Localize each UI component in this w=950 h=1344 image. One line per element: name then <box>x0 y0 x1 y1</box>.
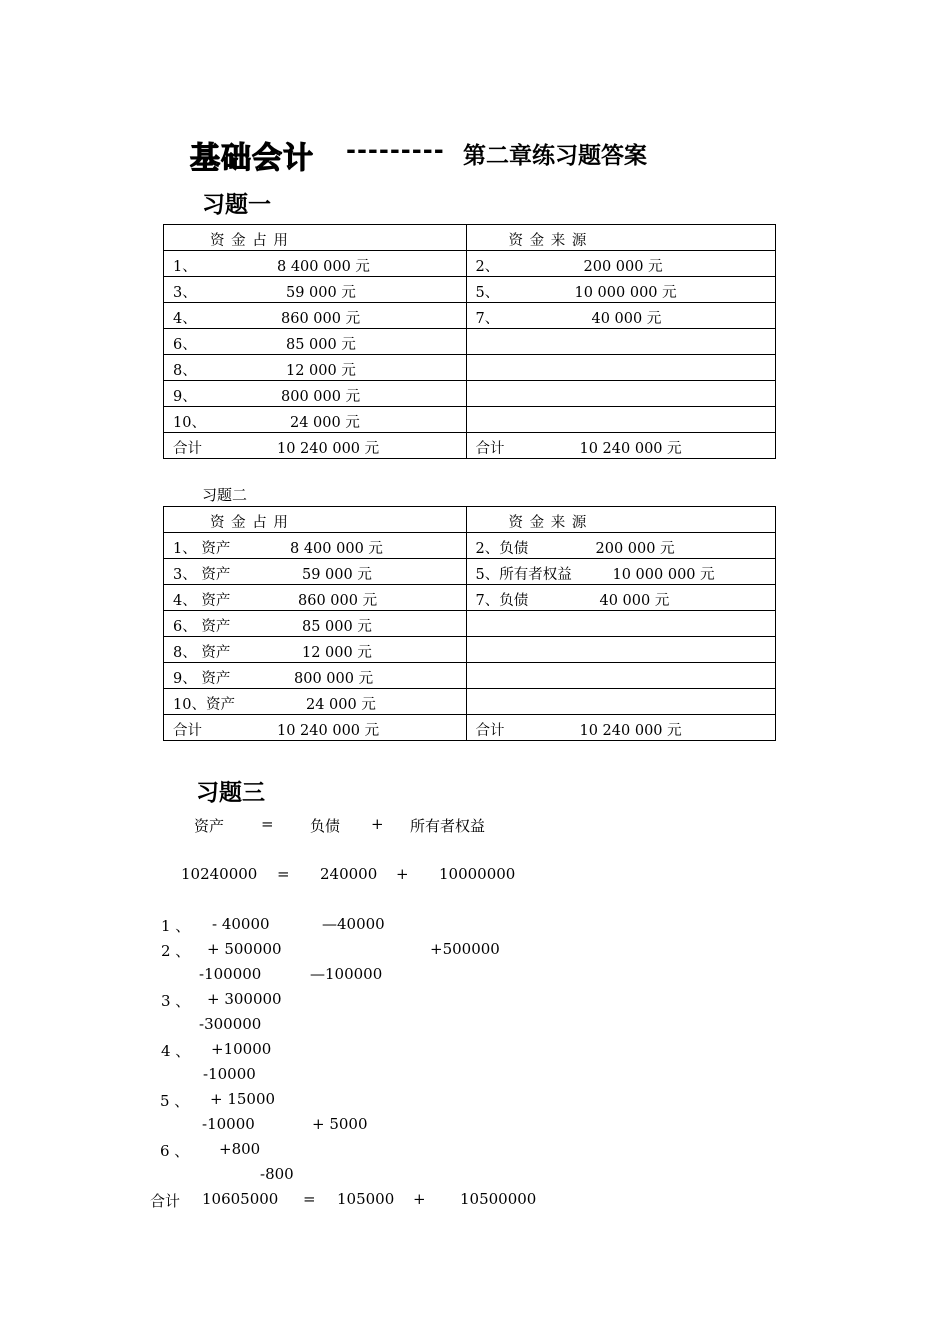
total-label: 合计 <box>173 441 202 457</box>
table-row <box>164 381 776 407</box>
row-amount: 12 000 元 <box>286 363 356 379</box>
transaction-assets: -100000 <box>199 965 262 983</box>
total-amount: 10 240 000 元 <box>579 723 682 739</box>
initial-liabilities: 240000 <box>320 865 378 883</box>
transaction-number: 1 、 <box>161 917 191 935</box>
row-item: 10、资产 <box>173 697 235 713</box>
total-amount: 10 240 000 元 <box>579 441 682 457</box>
row-item: 8、 资产 <box>173 645 231 661</box>
total-plus: + <box>413 1190 426 1208</box>
total-amount: 10 240 000 元 <box>277 723 380 739</box>
transaction-liabilities: —100000 <box>310 965 383 983</box>
row-amount: 860 000 元 <box>281 311 361 327</box>
row-amount: 24 000 元 <box>290 415 360 431</box>
document-title-sub: 第二章练习题答案 <box>463 143 647 169</box>
row-amount: 85 000 元 <box>302 619 372 635</box>
table-row <box>164 407 776 433</box>
transaction-number: 3 、 <box>161 992 191 1010</box>
transaction-liabilities: —40000 <box>322 915 385 933</box>
row-item: 6、 资产 <box>173 619 231 635</box>
row-item: 5、所有者权益 <box>475 567 572 583</box>
total-label: 合计 <box>475 441 505 457</box>
transaction-assets: -800 <box>260 1165 294 1183</box>
total-assets: 10605000 <box>202 1190 279 1208</box>
row-amount: 8 400 000 元 <box>290 541 383 557</box>
row-amount: 10 000 000 元 <box>612 567 715 583</box>
row-amount: 800 000 元 <box>294 671 374 687</box>
row-number: 10、 <box>173 415 206 431</box>
transaction-equity: +500000 <box>430 940 500 958</box>
row-item: 2、负债 <box>475 541 529 557</box>
row-amount: 200 000 元 <box>595 541 675 557</box>
total-liabilities: 105000 <box>337 1190 395 1208</box>
transaction-liabilities: + 5000 <box>312 1115 368 1133</box>
row-number: 5、 <box>475 285 500 301</box>
table-row <box>164 303 776 329</box>
transaction-assets: + 300000 <box>207 990 282 1008</box>
table-row <box>164 559 776 585</box>
equation-equals: = <box>261 815 274 833</box>
transaction-assets: -10000 <box>202 1115 255 1133</box>
transaction-assets: +800 <box>219 1140 261 1158</box>
transaction-assets: -10000 <box>203 1065 256 1083</box>
row-item: 3、 资产 <box>173 567 231 583</box>
row-amount: 800 000 元 <box>281 389 361 405</box>
row-number: 6、 <box>173 337 197 353</box>
row-amount: 860 000 元 <box>298 593 378 609</box>
row-amount: 40 000 元 <box>599 593 670 609</box>
table-row <box>164 533 776 559</box>
document-title-main: 基础会计 <box>190 141 314 176</box>
transaction-number: 6 、 <box>160 1142 190 1160</box>
table-total-row <box>164 433 776 459</box>
row-amount: 24 000 元 <box>306 697 376 713</box>
header-fund-source: 资 金 来 源 <box>508 515 588 531</box>
initial-equity: 10000000 <box>439 865 516 883</box>
table-header-row <box>164 225 776 251</box>
row-number: 4、 <box>173 311 197 327</box>
table-row <box>164 329 776 355</box>
transaction-number: 5 、 <box>160 1092 190 1110</box>
exercise-2-table <box>163 506 776 741</box>
table-row <box>164 663 776 689</box>
table-row <box>164 611 776 637</box>
table-header-row <box>164 507 776 533</box>
transaction-assets: -300000 <box>199 1015 262 1033</box>
transaction-assets: + 500000 <box>207 940 282 958</box>
header-fund-use: 资 金 占 用 <box>210 233 289 249</box>
row-number: 7、 <box>475 311 500 327</box>
initial-assets: 10240000 <box>181 865 258 883</box>
transaction-assets: +10000 <box>211 1040 272 1058</box>
exercise-1-heading: 习题一 <box>202 192 271 218</box>
transaction-number: 4 、 <box>161 1042 191 1060</box>
table-row <box>164 277 776 303</box>
title-separator: --------- <box>346 136 445 164</box>
table-row <box>164 689 776 715</box>
total-label: 合计 <box>173 723 202 739</box>
header-fund-use: 资 金 占 用 <box>210 515 289 531</box>
table-total-row <box>164 715 776 741</box>
row-item: 7、负债 <box>475 593 529 609</box>
row-amount: 40 000 元 <box>591 311 662 327</box>
row-item: 1、 资产 <box>173 541 231 557</box>
equation-equity: 所有者权益 <box>410 817 486 835</box>
exercise-3-heading: 习题三 <box>196 780 265 806</box>
transaction-number: 2 、 <box>161 942 191 960</box>
total-equals: = <box>303 1190 316 1208</box>
row-number: 9、 <box>173 389 197 405</box>
row-amount: 10 000 000 元 <box>574 285 677 301</box>
table-row <box>164 585 776 611</box>
total-equity: 10500000 <box>460 1190 537 1208</box>
row-number: 1、 <box>173 259 197 275</box>
table-row <box>164 637 776 663</box>
row-number: 2、 <box>475 259 500 275</box>
total-label: 合计 <box>150 1192 181 1210</box>
row-item: 4、 资产 <box>173 593 231 609</box>
table-row <box>164 251 776 277</box>
exercise-1-table <box>163 224 776 459</box>
row-number: 8、 <box>173 363 197 379</box>
row-amount: 59 000 元 <box>302 567 372 583</box>
equation-liabilities: 负债 <box>310 817 341 835</box>
row-amount: 8 400 000 元 <box>277 259 370 275</box>
row-amount: 200 000 元 <box>583 259 663 275</box>
header-fund-source: 资 金 来 源 <box>508 233 588 249</box>
exercise-2-heading: 习题二 <box>202 486 248 504</box>
equation-assets: 资产 <box>194 817 225 835</box>
total-label: 合计 <box>475 723 505 739</box>
equation-plus: + <box>371 815 384 833</box>
total-amount: 10 240 000 元 <box>277 441 380 457</box>
transaction-assets: + 15000 <box>210 1090 276 1108</box>
transaction-assets: - 40000 <box>212 915 270 933</box>
row-amount: 59 000 元 <box>286 285 356 301</box>
row-number: 3、 <box>173 285 197 301</box>
row-amount: 12 000 元 <box>302 645 372 661</box>
initial-plus: + <box>396 865 409 883</box>
table-row <box>164 355 776 381</box>
row-item: 9、 资产 <box>173 671 231 687</box>
row-amount: 85 000 元 <box>286 337 356 353</box>
initial-equals: = <box>277 865 290 883</box>
